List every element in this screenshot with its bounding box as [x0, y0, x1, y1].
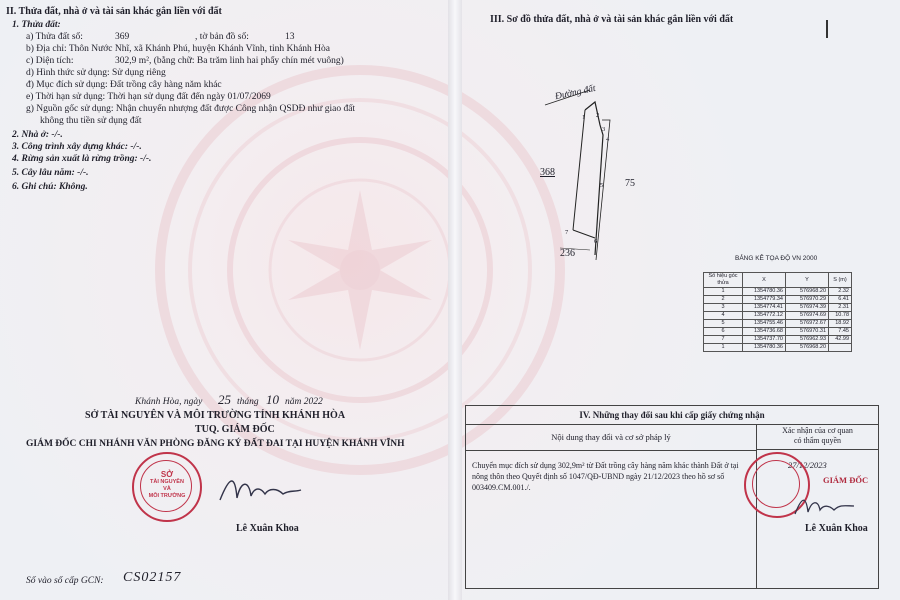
- coord-header-s: S (m): [829, 273, 852, 288]
- road-label: Đường đất: [554, 83, 597, 103]
- coord-row: [704, 312, 852, 320]
- signature-left: [215, 470, 305, 510]
- coord-cell: 1354772.12: [743, 312, 786, 320]
- coord-cell: 576970.31: [786, 328, 829, 336]
- coord-cell: 5: [704, 320, 743, 328]
- point-6: 6: [594, 238, 598, 245]
- coord-cell: 1354755.46: [743, 320, 786, 328]
- official-seal: [132, 452, 202, 522]
- coord-cell: 576972.67: [786, 320, 829, 328]
- issue-month-label: tháng: [237, 397, 259, 407]
- coord-cell: 576974.39: [786, 304, 829, 312]
- coord-cell: 1: [704, 344, 743, 352]
- item-6: 6. Ghi chú: Không.: [12, 182, 88, 192]
- coord-row: [704, 304, 852, 312]
- coord-cell: 1354780.36: [743, 344, 786, 352]
- coord-cell: 7.45: [829, 328, 852, 336]
- changes-header-confirm-line2: có thẩm quyền: [793, 436, 842, 445]
- page-fold: [448, 0, 462, 600]
- usage-form: d) Hình thức sử dụng: Sử dụng riêng: [26, 68, 166, 78]
- neighbor-bottom: 236: [560, 248, 575, 259]
- margin-mark: [826, 20, 828, 38]
- changes-header-content: Nội dung thay đổi và cơ sở pháp lý: [466, 424, 756, 451]
- coord-cell: 2: [704, 296, 743, 304]
- item-2: 2. Nhà ở: -/-.: [12, 130, 63, 140]
- item-4: 4. Rừng sản xuất là rừng trồng: -/-.: [12, 154, 152, 164]
- coord-row: [704, 328, 852, 336]
- seal-text-3: VÀ: [163, 486, 171, 492]
- coord-cell: 576962.93: [786, 336, 829, 344]
- issue-day: 25: [218, 392, 231, 407]
- changes-title: IV. Những thay đổi sau khi cấp giấy chứng nhận: [466, 406, 878, 425]
- item-5: 5. Cây lâu năm: -/-.: [12, 168, 89, 178]
- coord-cell: 1354737.70: [743, 336, 786, 344]
- neighbor-left: 368: [540, 167, 555, 178]
- area-label: c) Diện tích:: [26, 56, 74, 66]
- director-title: GIÁM ĐỐC CHI NHÁNH VĂN PHÒNG ĐĂNG KÝ ĐẤT ĐAI TẠI HUYỆN KHÁNH VĨNH: [26, 439, 405, 449]
- coord-cell: 1: [704, 288, 743, 296]
- map-sheet-label: , tờ bản đồ số:: [195, 32, 249, 42]
- coordinate-table: [703, 272, 852, 352]
- coord-header-y: Y: [786, 273, 829, 288]
- issue-year: năm 2022: [285, 397, 323, 407]
- coord-cell: 42.99: [829, 336, 852, 344]
- coord-cell: [829, 344, 852, 352]
- address: b) Địa chỉ: Thôn Nước Nhĩ, xã Khánh Phú, huyện Khánh Vĩnh, tỉnh Khánh Hòa: [26, 44, 331, 54]
- changes-header-confirm: [757, 424, 878, 450]
- item-3: 3. Công trình xây dựng khác: -/-.: [12, 142, 142, 152]
- parcel-number: 369: [115, 32, 130, 42]
- neighbor-right: 75: [625, 178, 635, 189]
- point-5: 5: [600, 182, 604, 189]
- changes-content-column: [466, 424, 757, 588]
- usage-purpose: đ) Mục đích sử dụng: Đất trồng cây hàng năm khác: [26, 80, 222, 90]
- coordinate-table-title: BẢNG KÊ TỌA ĐỘ VN 2000: [735, 255, 818, 262]
- coord-cell: 4: [704, 312, 743, 320]
- coord-row: [704, 320, 852, 328]
- coord-cell: 1354774.41: [743, 304, 786, 312]
- seal-text-2: TÀI NGUYÊN: [150, 479, 184, 485]
- issuing-org: SỞ TÀI NGUYÊN VÀ MÔI TRƯỜNG TỈNH KHÁNH HÒA: [85, 410, 346, 421]
- map-sheet-number: 13: [285, 32, 295, 42]
- changes-header-confirm-line1: Xác nhận của cơ quan: [782, 426, 853, 435]
- point-7: 7: [565, 229, 569, 236]
- seal-text-4: MÔI TRƯỜNG: [148, 493, 186, 499]
- issue-month: 10: [266, 392, 279, 407]
- issue-date-place: Khánh Hòa, ngày: [135, 397, 203, 407]
- seal-text-1: SỞ: [160, 470, 174, 479]
- coord-cell: 1354780.36: [743, 288, 786, 296]
- coord-cell: 576970.29: [786, 296, 829, 304]
- item-1: 1. Thửa đất:: [12, 20, 61, 30]
- changes-content: Chuyển mục đích sử dụng 302,9m² từ Đất trồng cây hàng năm khác thành Đất ở tại nông thôn theo Quyết định số 1047/QĐ-UBND ngày 21/12/2023 theo hồ sơ số 003409.CM.001./.: [472, 461, 739, 492]
- changes-date: 27/12/2023: [788, 460, 827, 470]
- registration-label: Số vào sổ cấp GCN:: [26, 576, 104, 586]
- signature-right: [790, 492, 860, 522]
- coord-cell: 6: [704, 328, 743, 336]
- coord-row: [704, 288, 852, 296]
- section-iii-heading: III. Sơ đồ thửa đất, nhà ở và tài sản khác gắn liền với đất: [490, 14, 734, 25]
- changes-signer: Lê Xuân Khoa: [805, 523, 868, 534]
- coord-cell: 2.31: [829, 304, 852, 312]
- coord-cell: 7: [704, 336, 743, 344]
- coord-cell: 1354736.68: [743, 328, 786, 336]
- point-3: 3: [602, 126, 606, 133]
- usage-term: e) Thời hạn sử dụng: Thời hạn sử dụng đất đến ngày 01/07/2069: [26, 92, 271, 102]
- point-4: 4: [606, 136, 610, 143]
- coord-header-point: Số hiệu góc thửa: [704, 273, 743, 288]
- coord-cell: 3: [704, 304, 743, 312]
- registration-number: CS02157: [123, 570, 182, 585]
- coord-cell: 6.41: [829, 296, 852, 304]
- coord-header-x: X: [743, 273, 786, 288]
- coord-cell: 1354779.34: [743, 296, 786, 304]
- point-2: 2: [596, 112, 600, 119]
- coord-cell: 2.32: [829, 288, 852, 296]
- point-1: 1: [582, 114, 586, 121]
- coord-row: [704, 336, 852, 344]
- parcel-number-label: a) Thửa đất số:: [26, 32, 83, 42]
- coord-cell: 10.78: [829, 312, 852, 320]
- usage-origin-cont: không thu tiền sử dụng đất: [40, 116, 142, 126]
- area-value: 302,9 m², (bằng chữ: Ba trăm linh hai phẩy chín mét vuông): [115, 56, 344, 66]
- coord-row: [704, 344, 852, 352]
- signer-name: Lê Xuân Khoa: [236, 523, 299, 534]
- usage-origin: g) Nguồn gốc sử dụng: Nhận chuyển nhượng đất được Công nhận QSDĐ như giao đất: [26, 104, 356, 114]
- tuq-title: TUQ. GIÁM ĐỐC: [195, 424, 275, 435]
- changes-role: GIÁM ĐỐC: [823, 475, 869, 485]
- coord-cell: 18.92: [829, 320, 852, 328]
- coord-cell: 576968.20: [786, 344, 829, 352]
- coord-cell: 576968.20: [786, 288, 829, 296]
- section-ii-heading: II. Thửa đất, nhà ở và tài sản khác gắn liền với đất: [6, 6, 222, 17]
- coord-row: [704, 296, 852, 304]
- coord-cell: 576974.69: [786, 312, 829, 320]
